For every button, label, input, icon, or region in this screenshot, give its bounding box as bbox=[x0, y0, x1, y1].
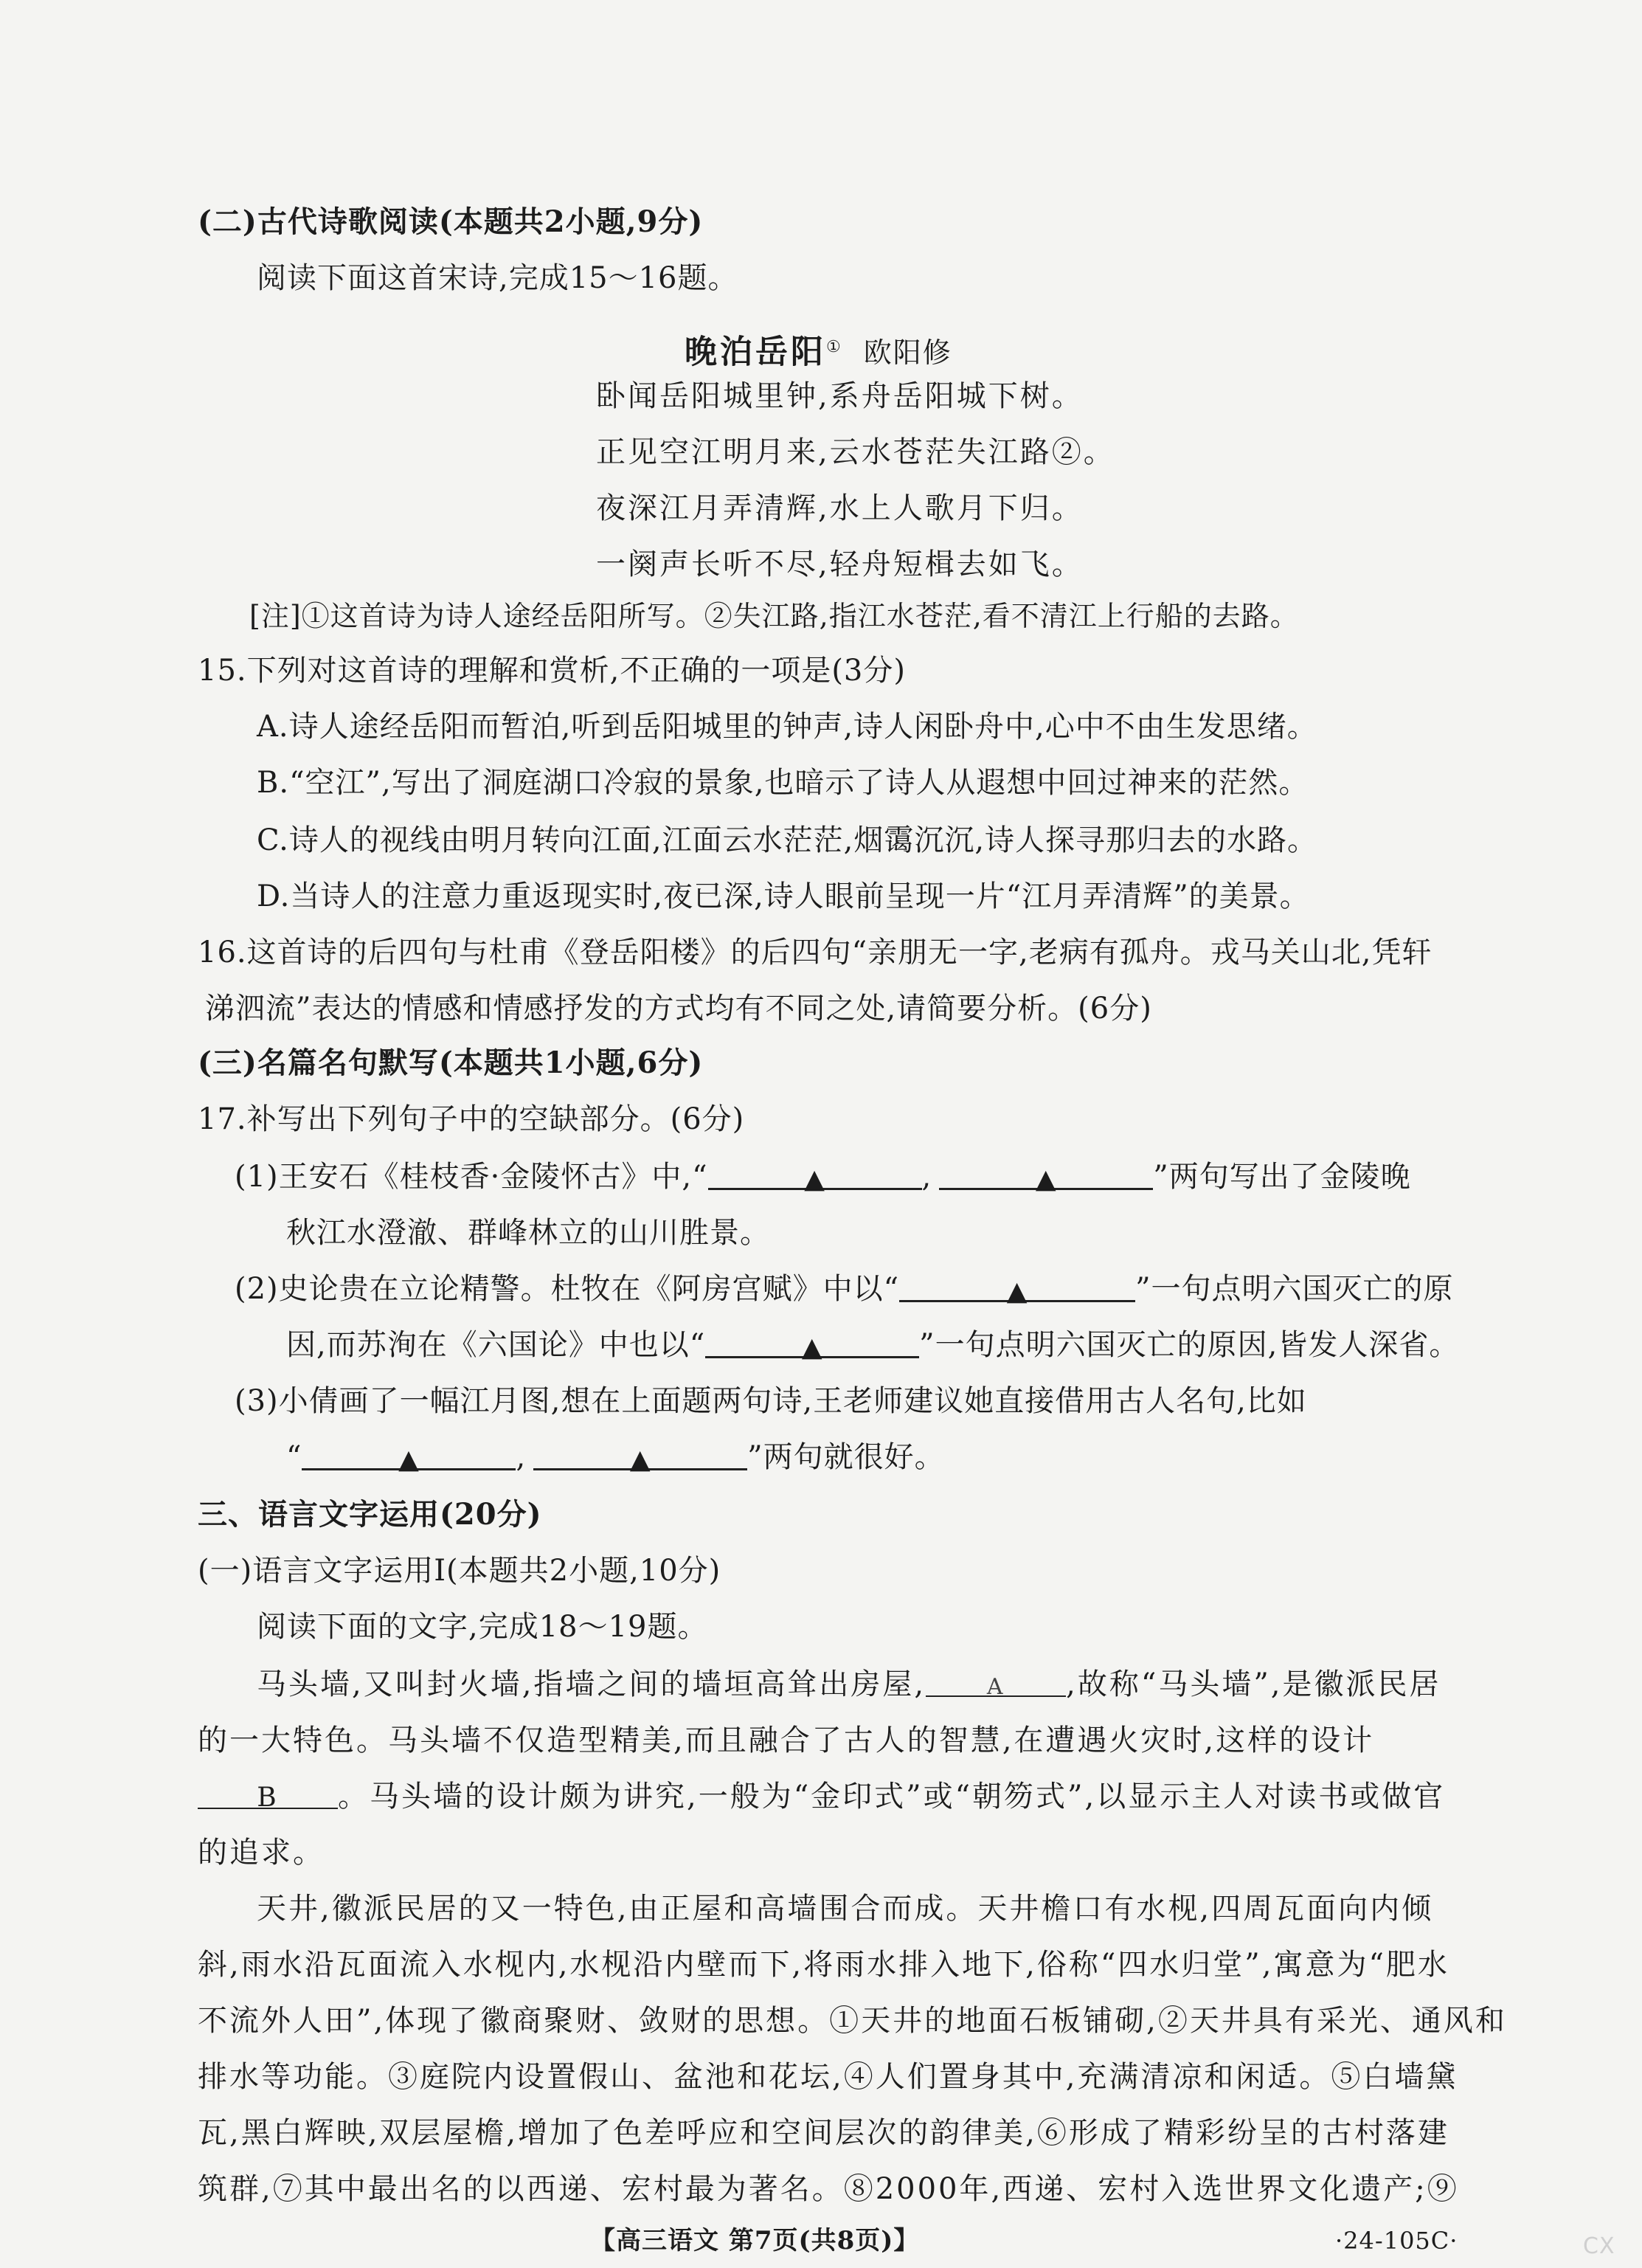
part-1-text-a: (1)王安石《桂枝香·金陵怀古》中,“ bbox=[235, 1160, 708, 1194]
question-17-part-1-line-2: 秋江水澄澈、群峰林立的山川胜景。 bbox=[286, 1216, 770, 1250]
passage-p2-line-3: 不流外人田”,体现了徽商聚财、敛财的思想。①天井的地面石板铺砌,②天井具有采光、通风和 bbox=[198, 2004, 1507, 2038]
poem-line-4: 一阕声长听不尽,轻舟短楫去如飞。 bbox=[596, 547, 1084, 581]
blank-a-label: A bbox=[986, 1674, 1005, 1700]
passage-p1-text-a: 马头墙,又叫封火墙,指墙之间的墙垣高耸出房屋, bbox=[257, 1667, 926, 1701]
poem-title-footnote-mark: ① bbox=[826, 338, 842, 356]
passage-p2-line-6: 筑群,⑦其中最出名的以西递、宏村最为著名。⑧2000年,西递、宏村入选世界文化遗产;⑨ bbox=[198, 2172, 1459, 2206]
question-15-option-a: A.诗人途经岳阳而暂泊,听到岳阳城里的钟声,诗人闲卧舟中,心中不由生发思绪。 bbox=[257, 710, 1317, 744]
part-2-text-d: ”一句点明六国灭亡的原因,皆发人深省。 bbox=[919, 1328, 1460, 1362]
passage-p1-line-2: 的一大特色。马头墙不仅造型精美,而且融合了古人的智慧,在遭遇火灾时,这样的设计 bbox=[198, 1724, 1375, 1757]
part-1-separator: , bbox=[921, 1160, 932, 1194]
passage-p1-text-c: 。马头墙的设计颇为讲究,一般为“金印式”或“朝笏式”,以显示主人对读书或做官 bbox=[338, 1780, 1446, 1814]
part-3-instruction: 阅读下面的文字,完成18～19题。 bbox=[257, 1610, 708, 1644]
poem-author: 欧阳修 bbox=[863, 336, 952, 370]
question-15-option-b: B.“空江”,写出了洞庭湖口冷寂的景象,也暗示了诗人从遐想中回过神来的茫然。 bbox=[257, 766, 1309, 800]
part-2-text-c: 因,而苏洵在《六国论》中也以“ bbox=[286, 1328, 706, 1362]
watermark: CX bbox=[1583, 2233, 1615, 2259]
part-3-sub-header: (一)语言文字运用Ⅰ(本题共2小题,10分) bbox=[198, 1554, 721, 1588]
part-3-open-quote: “ bbox=[286, 1440, 302, 1474]
section-header: (二)古代诗歌阅读(本题共2小题,9分) bbox=[198, 204, 704, 239]
triangle-marker-icon: ▲ bbox=[629, 1445, 651, 1475]
triangle-marker-icon: ▲ bbox=[1035, 1164, 1057, 1194]
part-3-header: 三、语言文字运用(20分) bbox=[198, 1497, 542, 1532]
answer-blank-2[interactable] bbox=[939, 1155, 1153, 1194]
passage-p1-text-b: ,故称“马头墙”,是徽派民居 bbox=[1066, 1667, 1441, 1701]
poem-title: 晚泊岳阳 bbox=[685, 333, 826, 371]
passage-p2-line-1: 天井,徽派民居的又一特色,由正屋和高墙围合而成。天井檐口有水枧,四周瓦面向内倾 bbox=[257, 1892, 1434, 1926]
passage-p2-line-2: 斜,雨水沿瓦面流入水枧内,水枧沿内壁而下,将雨水排入地下,俗称“四水归堂”,寓意为“肥水 bbox=[198, 1948, 1449, 1982]
exam-code: ·24-105C· bbox=[1335, 2227, 1458, 2255]
passage-blank-b[interactable] bbox=[198, 1775, 338, 1813]
answer-blank-1[interactable] bbox=[708, 1155, 922, 1194]
section-instruction: 阅读下面这首宋诗,完成15～16题。 bbox=[257, 261, 738, 295]
section-header-3: (三)名篇名句默写(本题共1小题,6分) bbox=[198, 1045, 704, 1080]
poem-note: [注]①这首诗为诗人途经岳阳所写。②失江路,指江水苍茫,看不清江上行船的去路。 bbox=[249, 600, 1299, 632]
poem-heading bbox=[685, 326, 952, 374]
poem-line-2: 正见空江明月来,云水苍茫失江路②。 bbox=[596, 435, 1115, 469]
passage-p1-line-4: 的追求。 bbox=[198, 1836, 325, 1870]
triangle-marker-icon: ▲ bbox=[1006, 1276, 1028, 1307]
passage-p1-line-3 bbox=[198, 1775, 1445, 1818]
question-17-part-2 bbox=[235, 1268, 1454, 1310]
question-15-option-c: C.诗人的视线由明月转向江面,江面云水茫茫,烟霭沉沉,诗人探寻那归去的水路。 bbox=[257, 823, 1318, 857]
question-17-part-2-line-2 bbox=[286, 1324, 1459, 1366]
passage-blank-a[interactable] bbox=[926, 1663, 1066, 1700]
answer-blank-5[interactable] bbox=[302, 1436, 516, 1475]
question-17-part-1 bbox=[235, 1155, 1411, 1198]
blank-b-label: B bbox=[257, 1783, 279, 1813]
passage-p2-line-4: 排水等功能。③庭院内设置假山、盆池和花坛,④人们置身其中,充满清凉和闲适。⑤白墙黛 bbox=[198, 2060, 1458, 2094]
question-15-option-d: D.当诗人的注意力重返现实时,夜已深,诗人眼前呈现一片“江月弄清辉”的美景。 bbox=[257, 879, 1310, 913]
part-3-separator: , bbox=[516, 1440, 527, 1474]
triangle-marker-icon: ▲ bbox=[398, 1445, 420, 1475]
answer-blank-6[interactable] bbox=[533, 1436, 747, 1475]
question-15-stem: 15.下列对这首诗的理解和赏析,不正确的一项是(3分) bbox=[198, 654, 906, 688]
passage-p2-line-5: 瓦,黑白辉映,双层屋檐,增加了色差呼应和空间层次的韵律美,⑥形成了精彩纷呈的古村落建 bbox=[198, 2116, 1449, 2150]
answer-blank-4[interactable] bbox=[705, 1324, 919, 1363]
answer-blank-3[interactable] bbox=[899, 1268, 1135, 1307]
page-footer: 【高三语文 第7页(共8页)】 bbox=[590, 2226, 920, 2255]
poem-line-3: 夜深江月弄清辉,水上人歌月下归。 bbox=[596, 491, 1084, 525]
question-17-stem: 17.补写出下列句子中的空缺部分。(6分) bbox=[198, 1102, 745, 1136]
part-1-text-b: ”两句写出了金陵晚 bbox=[1153, 1160, 1411, 1194]
question-16-line-1: 16.这首诗的后四句与杜甫《登岳阳楼》的后四句“亲朋无一字,老病有孤舟。戎马关山北,凭轩 bbox=[198, 936, 1433, 969]
part-3-text-b: ”两句就很好。 bbox=[747, 1440, 945, 1474]
passage-p1-line-1 bbox=[257, 1663, 1441, 1706]
part-2-text-b: ”一句点明六国灭亡的原 bbox=[1135, 1272, 1454, 1306]
triangle-marker-icon: ▲ bbox=[801, 1332, 823, 1363]
question-16-line-2: 涕泗流”表达的情感和情感抒发的方式均有不同之处,请简要分析。(6分) bbox=[205, 992, 1152, 1026]
question-17-part-3-line-2 bbox=[286, 1436, 945, 1479]
triangle-marker-icon: ▲ bbox=[804, 1164, 825, 1194]
poem-line-1: 卧闻岳阳城里钟,系舟岳阳城下树。 bbox=[596, 379, 1084, 413]
part-2-text-a: (2)史论贵在立论精警。杜牧在《阿房宫赋》中以“ bbox=[235, 1272, 900, 1306]
question-17-part-3: (3)小倩画了一幅江月图,想在上面题两句诗,王老师建议她直接借用古人名句,比如 bbox=[235, 1384, 1307, 1418]
